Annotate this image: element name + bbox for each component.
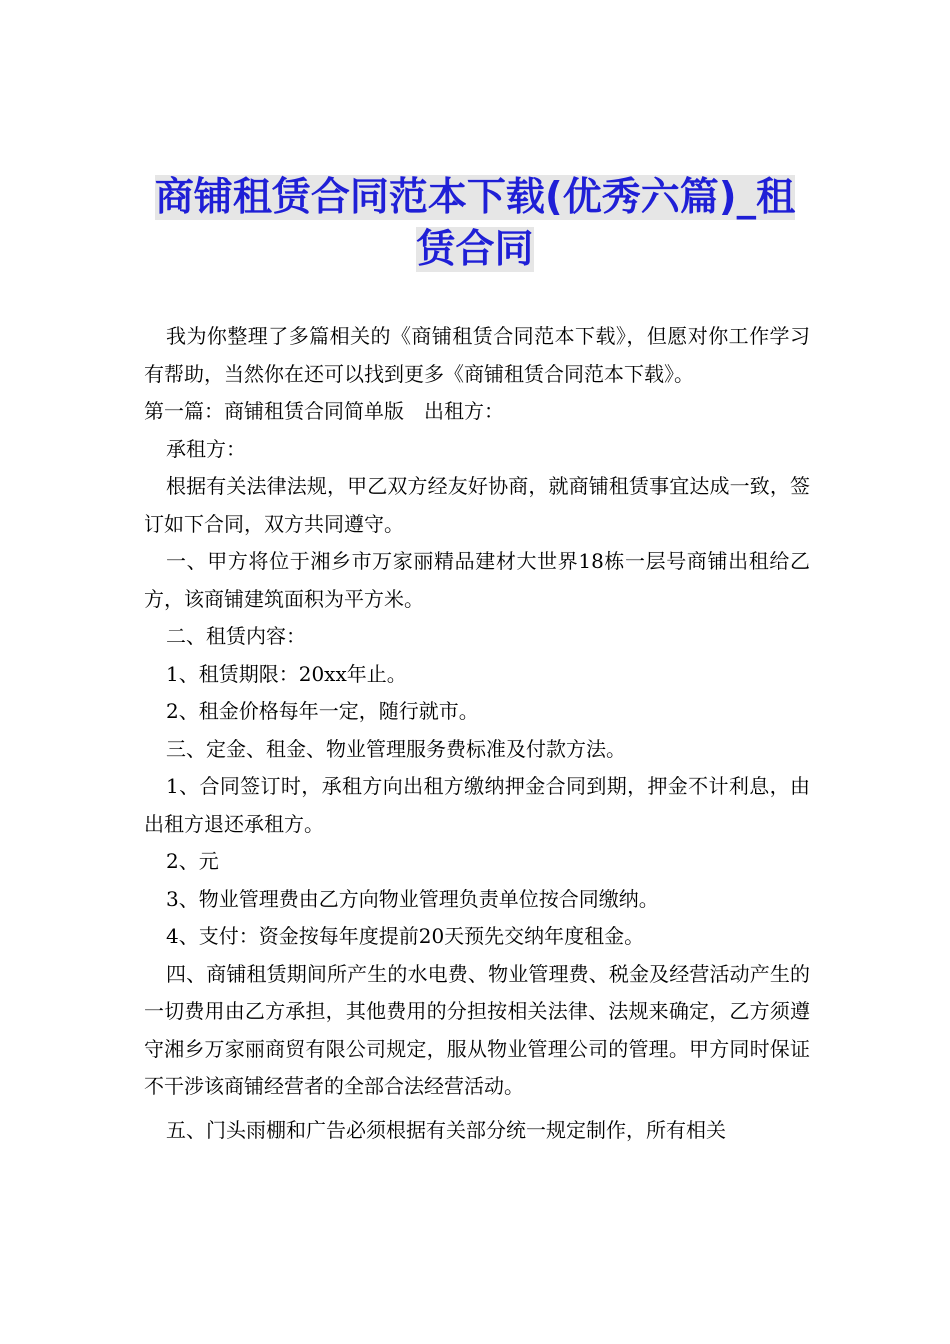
clause-3-item-4: 4、支付：资金按每年度提前20天预先交纳年度租金。 [166, 924, 645, 948]
clause-3-item-1: 1、合同签订时，承租方向出租方缴纳押金合同到期，押金不计利息，由出租方退还承租方。 [144, 774, 810, 836]
clause-5-paragraph: 五、门头雨棚和广告必须根据有关部分统一规定制作，所有相关 [166, 1117, 726, 1142]
clause-4-paragraph: 四、商铺租赁期间所产生的水电费、物业管理费、税金及经营活动产生的一切费用由乙方承担，其他费用的分担按相关法律、法规来确定，乙方须遵守湘乡万家丽商贸有限公司规定，服从物业管理公司的管理。甲方同时保证不干涉该商铺经营者的全部合法经营活动。 [144, 961, 810, 1098]
title-line-2: 赁合同 [416, 227, 534, 272]
clause-3-item-3: 3、物业管理费由乙方向物业管理负责单位按合同缴纳。 [166, 886, 659, 911]
title-line-1: 商铺租赁合同范本下载(优秀六篇)_租 [154, 175, 796, 220]
clause-1-paragraph: 一、甲方将位于湘乡市万家丽精品建材大世界18栋一层号商铺出租给乙方，该商铺建筑面积为平方米。 [144, 549, 810, 611]
clause-2-heading: 二、租赁内容： [166, 624, 306, 648]
lessee-line: 承租方： [166, 436, 246, 461]
document-body [144, 318, 810, 1149]
intro-paragraph: 我为你整理了多篇相关的《商铺租赁合同范本下载》，但愿对你工作学习有帮助，当然你在还可以找到更多《商铺租赁合同范本下载》。 [144, 324, 810, 386]
preamble-paragraph: 根据有关法律法规，甲乙双方经友好协商，就商铺租赁事宜达成一致，签订如下合同，双方共同遵守。 [144, 474, 810, 536]
document-title [130, 172, 820, 276]
clause-2-item-1: 1、租赁期限：20xx年止。 [166, 661, 407, 686]
clause-2-item-2: 2、租金价格每年一定，随行就市。 [166, 699, 479, 723]
clause-3-heading: 三、定金、租金、物业管理服务费标准及付款方法。 [166, 736, 626, 761]
section-heading-first: 第一篇：商铺租赁合同简单版 出租方： [144, 399, 504, 423]
clause-3-item-2: 2、元 [166, 849, 219, 873]
